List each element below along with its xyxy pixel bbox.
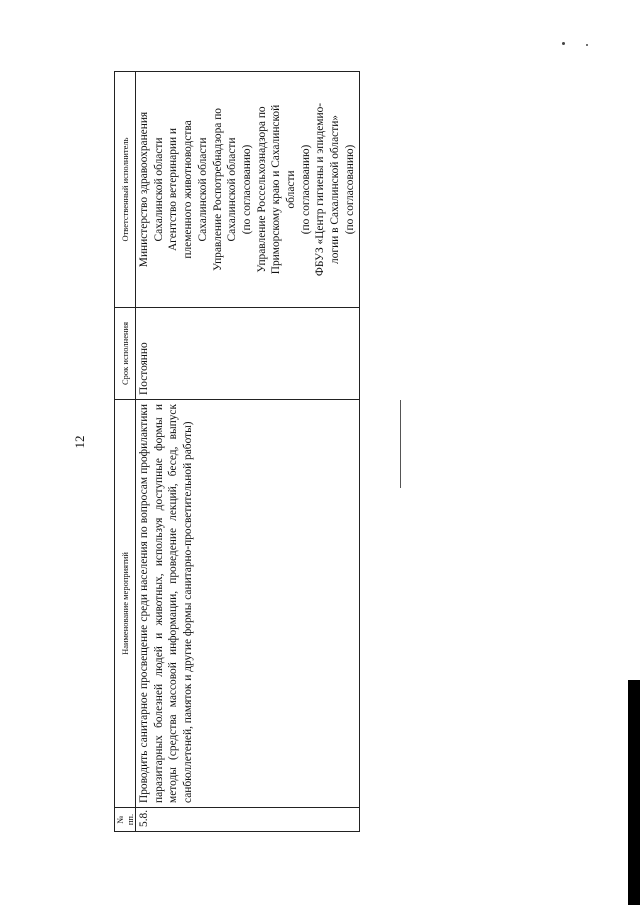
executor-line: логии в Сахалинской области» [329,115,342,264]
executor-line: ФБУЗ «Центр гигиены и эпидемио- [314,102,327,277]
executor-line: Сахалинской области [152,137,165,242]
executor-line: Приморскому краю и Сахалинской [270,104,283,275]
executor-line: (по согласованию) [299,144,312,235]
rotated-table-container [114,72,356,832]
header-name: Наименование мероприятий [115,400,136,808]
executor-line: Управление Россельхознадзора по [255,106,268,273]
scan-speck [562,42,565,45]
measures-table [114,71,360,832]
separator-line [400,400,401,488]
executor-line: (по согласованию) [343,144,356,235]
executor-line: Сахалинской области [196,137,209,242]
cell-executor [136,72,360,308]
executor-line: Управление Роспотребнадзора по [211,108,224,271]
cell-number: 5.8. [136,808,360,832]
header-number: № пп. [115,808,136,832]
header-executor: Ответственный исполнитель [115,72,136,308]
executor-line: области [285,170,298,209]
table-header-row [115,72,136,832]
scan-speck [586,44,588,46]
page-number: 12 [72,435,87,449]
executor-line: Сахалинской области [226,137,239,242]
table-row [136,72,360,832]
cell-term: Постоянно [136,308,360,400]
executor-line: (по согласованию) [240,144,253,235]
executor-line: Министерство здравоохранения [138,111,150,268]
cell-name: Проводить санитарное просвещение среди населения по вопросам профилактики паразитарных болезней людей и животных, используя доступные формы и методы (средства массовой информации, проведение лекций, бесед, выпуск санбюллетеней, памяток и другие формы санитарно-просветительной работы) [136,400,360,808]
executor-line: Агентство ветеринарии и [167,127,180,252]
scan-edge-bar [628,680,640,905]
header-term: Срок исполнения [115,308,136,400]
executor-line: племенного животноводства [182,120,195,259]
